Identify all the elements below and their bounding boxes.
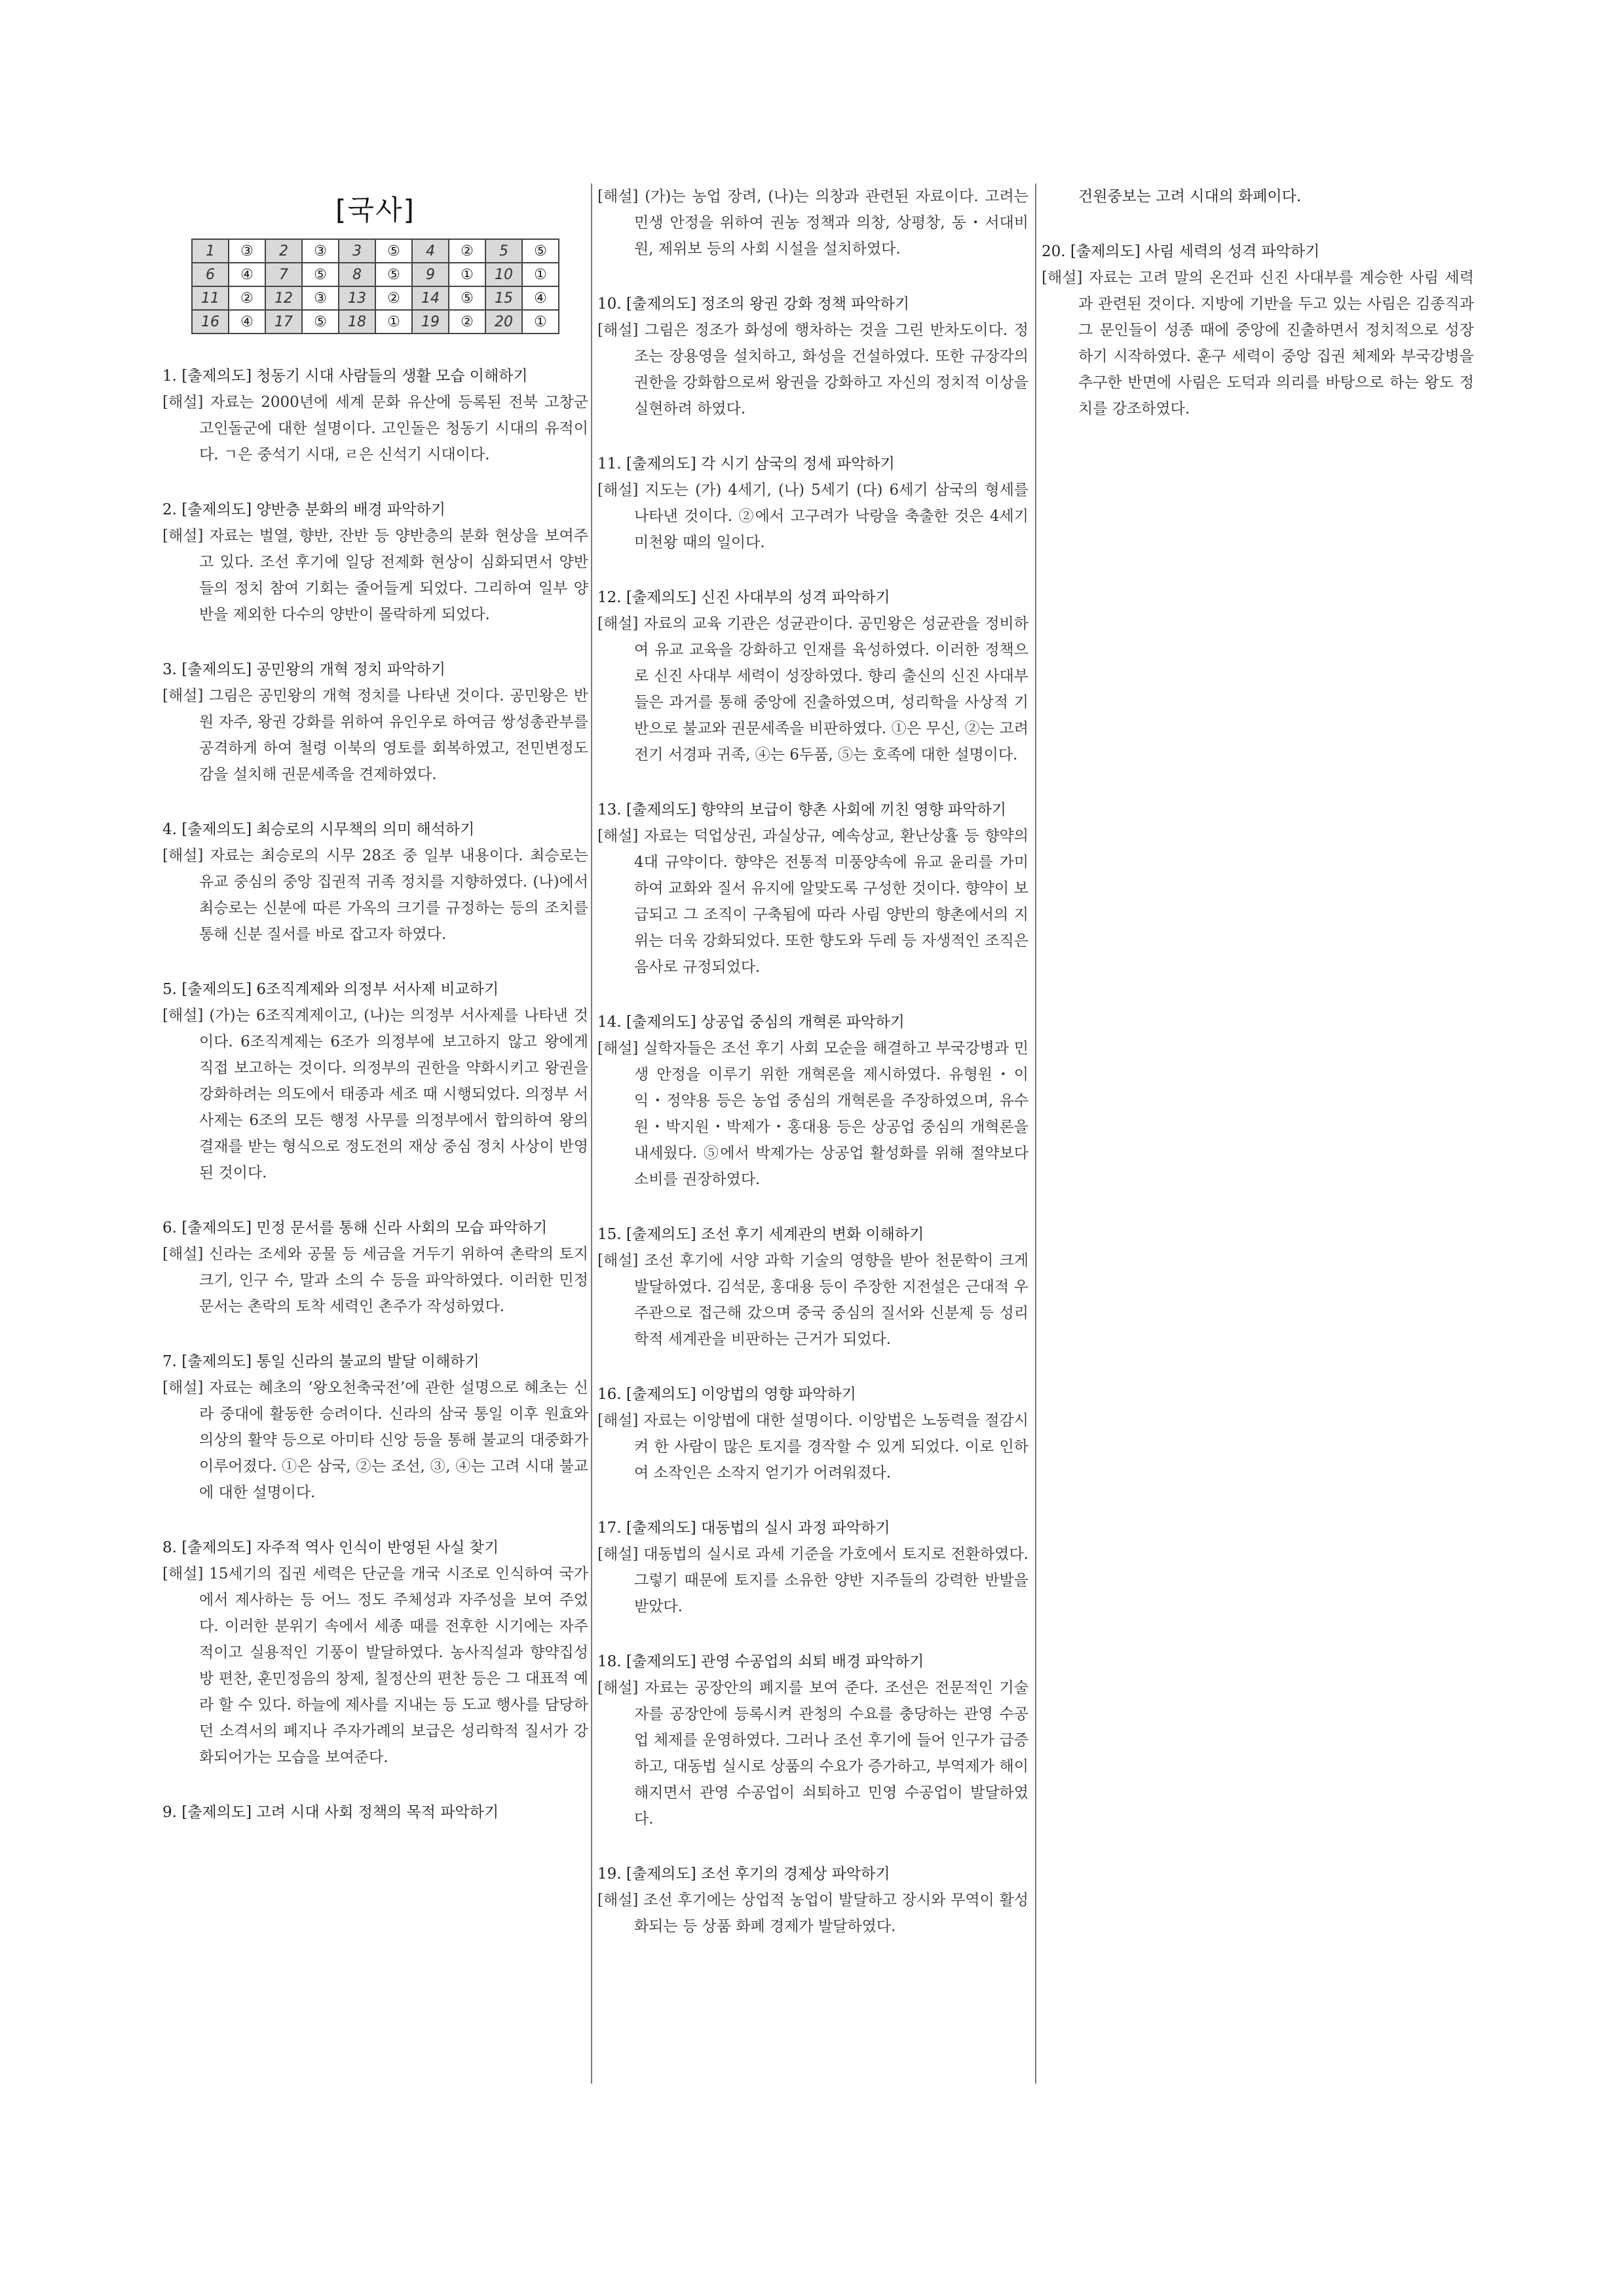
question-number: 19: [412, 310, 449, 334]
question-number: 20: [485, 310, 522, 334]
answer-choice: ④: [229, 310, 265, 334]
item-title: 18. [출제의도] 관영 수공업의 쇠퇴 배경 파악하기: [597, 1653, 924, 1670]
answer-choice: ①: [449, 263, 485, 286]
answer-choice: ⑤: [375, 239, 412, 263]
question-number: 11: [192, 286, 229, 310]
explanation-2: [162, 497, 588, 628]
question-number: 8: [339, 263, 375, 286]
item-body: [해설] 자료는 벌열, 향반, 잔반 등 양반층의 분화 현상을 보여주고 있다. 조선 후기에 일당 전제화 현상이 심화되면서 양반들의 정치 참여 기회는 줄어들게 되었다. 그리하여 일부 양반을 제외한 다수의 양반이 몰락하게 되었다.: [162, 527, 588, 623]
question-number: 7: [265, 263, 302, 286]
item-body: [해설] 자료는 혜초의 ‘왕오천축국전’에 관한 설명으로 혜초는 신라 중대에 활동한 승려이다. 신라의 삼국 통일 이후 원효와 의상의 활약 등으로 아미타 신앙 등을 통해 불교의 대중화가 이루어졌다. ①은 삼국, ②는 조선, ③, ④는 고려 시대 불교에 대한 설명이다.: [162, 1379, 588, 1501]
subject-title: [국사]: [335, 194, 415, 226]
explanation-14: [597, 1009, 1029, 1193]
item-title: 16. [출제의도] 이앙법의 영향 파악하기: [597, 1386, 856, 1403]
item-body: [해설] 자료의 교육 기관은 성균관이다. 공민왕은 성균관을 정비하여 유교 교육을 강화하고 인재를 육성하였다. 이러한 정책으로 신진 사대부 세력이 성장하였다. 향리 출신의 신진 사대부들은 과거를 통해 중앙에 진출하였으며, 성리학을 사상적 기반으로 불교와 권문세족을 비판하였다. ①은 무신, ②는 고려 전기 서경파 귀족, ④는 6두품, ⑤는 호족에 대한 설명이다.: [597, 615, 1029, 763]
answer-choice: ②: [375, 286, 412, 310]
answer-choice: ⑤: [449, 286, 485, 310]
explanation-12: [597, 584, 1029, 768]
explanation-17: [597, 1515, 1029, 1620]
question-number: 3: [339, 239, 375, 263]
question-number: 6: [192, 263, 229, 286]
answer-choice: ②: [449, 239, 485, 263]
item-body: [해설] 자료는 덕업상권, 과실상규, 예속상교, 환난상휼 등 향약의 4대 규약이다. 향약은 전통적 미풍양속에 유교 윤리를 가미하여 교화와 질서 유지에 알맞도록 구성한 것이다. 향약이 보급되고 그 조직이 구축됨에 따라 사림 양반의 향촌에서의 지위는 더욱 강화되었다. 또한 향도와 두레 등 자생적인 조직은 음사로 규정되었다.: [597, 828, 1029, 976]
question-number: 14: [412, 286, 449, 310]
item-body: [해설] 실학자들은 조선 후기 사회 모순을 해결하고 부국강병과 민생 안정을 이루기 위한 개혁론을 제시하였다. 유형원・이익・정약용 등은 농업 중심의 개혁론을 주장하였으며, 유수원・박지원・박제가・홍대용 등은 상공업 중심의 개혁론을 내세웠다. ⑤에서 박제가는 상공업 활성화를 위해 절약보다 소비를 권장하였다.: [597, 1040, 1029, 1188]
answer-choice: ⑤: [522, 239, 559, 263]
question-number: 15: [485, 286, 522, 310]
question-number: 10: [485, 263, 522, 286]
explanation-1: [162, 363, 588, 468]
item-title: 14. [출제의도] 상공업 중심의 개혁론 파악하기: [597, 1014, 905, 1031]
explanation-18: [597, 1649, 1029, 1832]
question-number: 4: [412, 239, 449, 263]
explanation-7: [162, 1349, 588, 1506]
item-title: 2. [출제의도] 양반층 분화의 배경 파악하기: [162, 501, 445, 518]
item-body: [해설] 자료는 고려 말의 온건파 신진 사대부를 계승한 사림 세력과 관련된 것이다. 지방에 기반을 두고 있는 사림은 김종직과 그 문인들이 성종 때에 중앙에 진출하면서 정치적으로 성장하기 시작하였다. 훈구 세력이 중앙 집권 체제와 부국강병을 추구한 반면에 사림은 도덕과 의리를 바탕으로 하는 왕도 정치를 강조하였다.: [1042, 269, 1474, 417]
explanation-5: [162, 976, 588, 1186]
explanation-9-title: [162, 1799, 588, 1826]
question-number: 9: [412, 263, 449, 286]
item-title: 4. [출제의도] 최승로의 시무책의 의미 해석하기: [162, 821, 475, 838]
item-body: [해설] 자료는 2000년에 세계 문화 유산에 등록된 전북 고창군 고인돌군에 대한 설명이다. 고인돌은 청동기 시대의 유적이다. ㄱ은 중석기 시대, ㄹ은 신석기 시대이다.: [162, 394, 588, 463]
answer-choice: ②: [229, 286, 265, 310]
item-title: 1. [출제의도] 청동기 시대 사람들의 생활 모습 이해하기: [162, 368, 528, 385]
explanation-9-body: [597, 183, 1029, 262]
explanation-3: [162, 657, 588, 788]
item-title: 9. [출제의도] 고려 시대 사회 정책의 목적 파악하기: [162, 1804, 499, 1821]
item-body: [해설] (가)는 6조직계제이고, (나)는 의정부 서사제를 나타낸 것이다. 6조직계제는 6조가 의정부에 보고하지 않고 왕에게 직접 보고하는 것이다. 의정부의 권한을 약화시키고 왕권을 강화하려는 의도에서 태종과 세조 때 시행되었다. 의정부 서사제는 6조의 모든 행정 사무를 의정부에서 합의하여 왕의 결재를 받는 형식으로 정도전의 재상 중심 정치 사상이 반영된 것이다.: [162, 1007, 588, 1181]
explanation-4: [162, 816, 588, 947]
column-1: [162, 183, 588, 1854]
column-2: [597, 183, 1029, 1968]
question-number: 18: [339, 310, 375, 334]
item-body: [해설] 대동법의 실시로 과세 기준을 가호에서 토지로 전환하였다. 그렇기 때문에 토지를 소유한 양반 지주들의 강력한 반발을 받았다.: [597, 1546, 1029, 1615]
item-body: [해설] 15세기의 집권 세력은 단군을 개국 시조로 인식하여 국가에서 제사하는 등 어느 정도 주체성과 자주성을 보여 주었다. 이러한 분위기 속에서 세종 때를 전후한 시기에는 자주적이고 실용적인 기풍이 발달하였다. 농사직설과 향약집성방 편찬, 훈민정음의 창제, 칠정산의 편찬 등은 그 대표적 예라 할 수 있다. 하늘에 제사를 지내는 등 도교 행사를 담당하던 소격서의 폐지나 주자가례의 보급은 성리학적 질서가 강화되어가는 모습을 보여준다.: [162, 1565, 588, 1766]
item-body: [해설] 지도는 (가) 4세기, (나) 5세기 (다) 6세기 삼국의 형세를 나타낸 것이다. ②에서 고구려가 낙랑을 축출한 것은 4세기 미천왕 때의 일이다.: [597, 482, 1029, 551]
answer-choice: ①: [522, 310, 559, 334]
question-number: 5: [485, 239, 522, 263]
answer-table: [191, 239, 559, 334]
item-title: 15. [출제의도] 조선 후기 세계관의 변화 이해하기: [597, 1226, 924, 1243]
item-title: 6. [출제의도] 민정 문서를 통해 신라 사회의 모습 파악하기: [162, 1219, 548, 1236]
item-title: 12. [출제의도] 신진 사대부의 성격 파악하기: [597, 589, 890, 606]
answer-choice: ⑤: [302, 263, 339, 286]
item-continuation: 건원중보는 고려 시대의 화폐이다.: [1078, 188, 1302, 205]
answer-choice: ⑤: [302, 310, 339, 334]
column-divider-1: [591, 183, 592, 2084]
item-body: [해설] (가)는 농업 장려, (나)는 의창과 관련된 자료이다. 고려는 민생 안정을 위하여 권농 정책과 의창, 상평창, 동・서대비원, 제위보 등의 사회 시설을 설치하였다.: [597, 188, 1029, 258]
explanation-8: [162, 1535, 588, 1770]
question-number: 16: [192, 310, 229, 334]
item-title: 5. [출제의도] 6조직계제와 의정부 서사제 비교하기: [162, 981, 499, 998]
question-number: 1: [192, 239, 229, 263]
answer-row: [192, 263, 559, 286]
answer-choice: ①: [522, 263, 559, 286]
answer-choice: ①: [375, 310, 412, 334]
answer-row: [192, 286, 559, 310]
explanation-10: [597, 291, 1029, 422]
item-body: [해설] 그림은 공민왕의 개혁 정치를 나타낸 것이다. 공민왕은 반원 자주, 왕권 강화를 위하여 유인우로 하여금 쌍성총관부를 공격하게 하여 철령 이북의 영토를 회복하였고, 전민변정도감을 설치해 권문세족을 견제하였다.: [162, 687, 588, 783]
explanation-15: [597, 1221, 1029, 1352]
explanation-13: [597, 797, 1029, 980]
answer-row: [192, 239, 559, 263]
answer-choice: ⑤: [375, 263, 412, 286]
question-number: 17: [265, 310, 302, 334]
item-body: [해설] 그림은 정조가 화성에 행차하는 것을 그린 반차도이다. 정조는 장용영을 설치하고, 화성을 건설하였다. 또한 규장각의 권한을 강화함으로써 왕권을 강화하고 자신의 정치적 이상을 실현하려 하였다.: [597, 322, 1029, 417]
explanation-6: [162, 1215, 588, 1320]
item-title: 7. [출제의도] 통일 신라의 불교의 발달 이해하기: [162, 1353, 480, 1370]
item-body: [해설] 자료는 이앙법에 대한 설명이다. 이앙법은 노동력을 절감시켜 한 사람이 많은 토지를 경작할 수 있게 되었다. 이로 인하여 소작인은 소작지 얻기가 어려워졌다.: [597, 1412, 1029, 1482]
explanation-11: [597, 451, 1029, 556]
question-number: 13: [339, 286, 375, 310]
explanation-20: [1042, 239, 1474, 422]
item-title: 11. [출제의도] 각 시기 삼국의 정세 파악하기: [597, 455, 895, 472]
answer-choice: ③: [229, 239, 265, 263]
answer-row: [192, 310, 559, 334]
item-title: 13. [출제의도] 향약의 보급이 향촌 사회에 끼친 영향 파악하기: [597, 801, 1007, 818]
item-body: [해설] 조선 후기에 서양 과학 기술의 영향을 받아 천문학이 크게 발달하였다. 김석문, 홍대용 등이 주장한 지전설은 근대적 우주관으로 접근해 갔으며 중국 중심의 질서와 신분제 등 성리학적 세계관을 비판하는 근거가 되었다.: [597, 1252, 1029, 1348]
explanation-19-continued: [1042, 183, 1474, 210]
column-divider-2: [1035, 183, 1036, 2084]
answer-choice: ④: [522, 286, 559, 310]
answer-choice: ③: [302, 239, 339, 263]
item-body: [해설] 자료는 공장안의 폐지를 보여 준다. 조선은 전문적인 기술자를 공장안에 등록시켜 관청의 수요를 충당하는 관영 수공업 체제를 운영하였다. 그러나 조선 후기에 들어 인구가 급증하고, 대동법 실시로 상품의 수요가 증가하고, 부역제가 해이해지면서 관영 수공업이 쇠퇴하고 민영 수공업이 발달하였다.: [597, 1679, 1029, 1827]
item-body: [해설] 신라는 조세와 공물 등 세금을 거두기 위하여 촌락의 토지 크기, 인구 수, 말과 소의 수 등을 파악하였다. 이러한 민정 문서는 촌락의 토착 세력인 촌주가 작성하였다.: [162, 1246, 588, 1315]
item-body: [해설] 자료는 최승로의 시무 28조 중 일부 내용이다. 최승로는 유교 중심의 중앙 집권적 귀족 정치를 지향하였다. (나)에서 최승로는 신분에 따른 가옥의 크기를 규정하는 등의 조치를 통해 신분 질서를 바로 잡고자 하였다.: [162, 847, 588, 943]
answer-choice: ②: [449, 310, 485, 334]
explanation-16: [597, 1381, 1029, 1486]
answer-choice: ③: [302, 286, 339, 310]
item-body: [해설] 조선 후기에는 상업적 농업이 발달하고 장시와 무역이 활성화되는 등 상품 화폐 경제가 발달하였다.: [597, 1892, 1029, 1935]
column-3: [1042, 183, 1474, 451]
question-number: 12: [265, 286, 302, 310]
item-title: 20. [출제의도] 사림 세력의 성격 파악하기: [1042, 243, 1320, 260]
item-title: 17. [출제의도] 대동법의 실시 과정 파악하기: [597, 1520, 890, 1537]
item-title: 10. [출제의도] 정조의 왕권 강화 정책 파악하기: [597, 296, 910, 313]
item-title: 8. [출제의도] 자주적 역사 인식이 반영된 사실 찾기: [162, 1539, 499, 1556]
explanation-19: [597, 1861, 1029, 1940]
question-number: 2: [265, 239, 302, 263]
item-title: 19. [출제의도] 조선 후기의 경제상 파악하기: [597, 1866, 890, 1883]
answer-choice: ④: [229, 263, 265, 286]
item-title: 3. [출제의도] 공민왕의 개혁 정치 파악하기: [162, 661, 445, 678]
